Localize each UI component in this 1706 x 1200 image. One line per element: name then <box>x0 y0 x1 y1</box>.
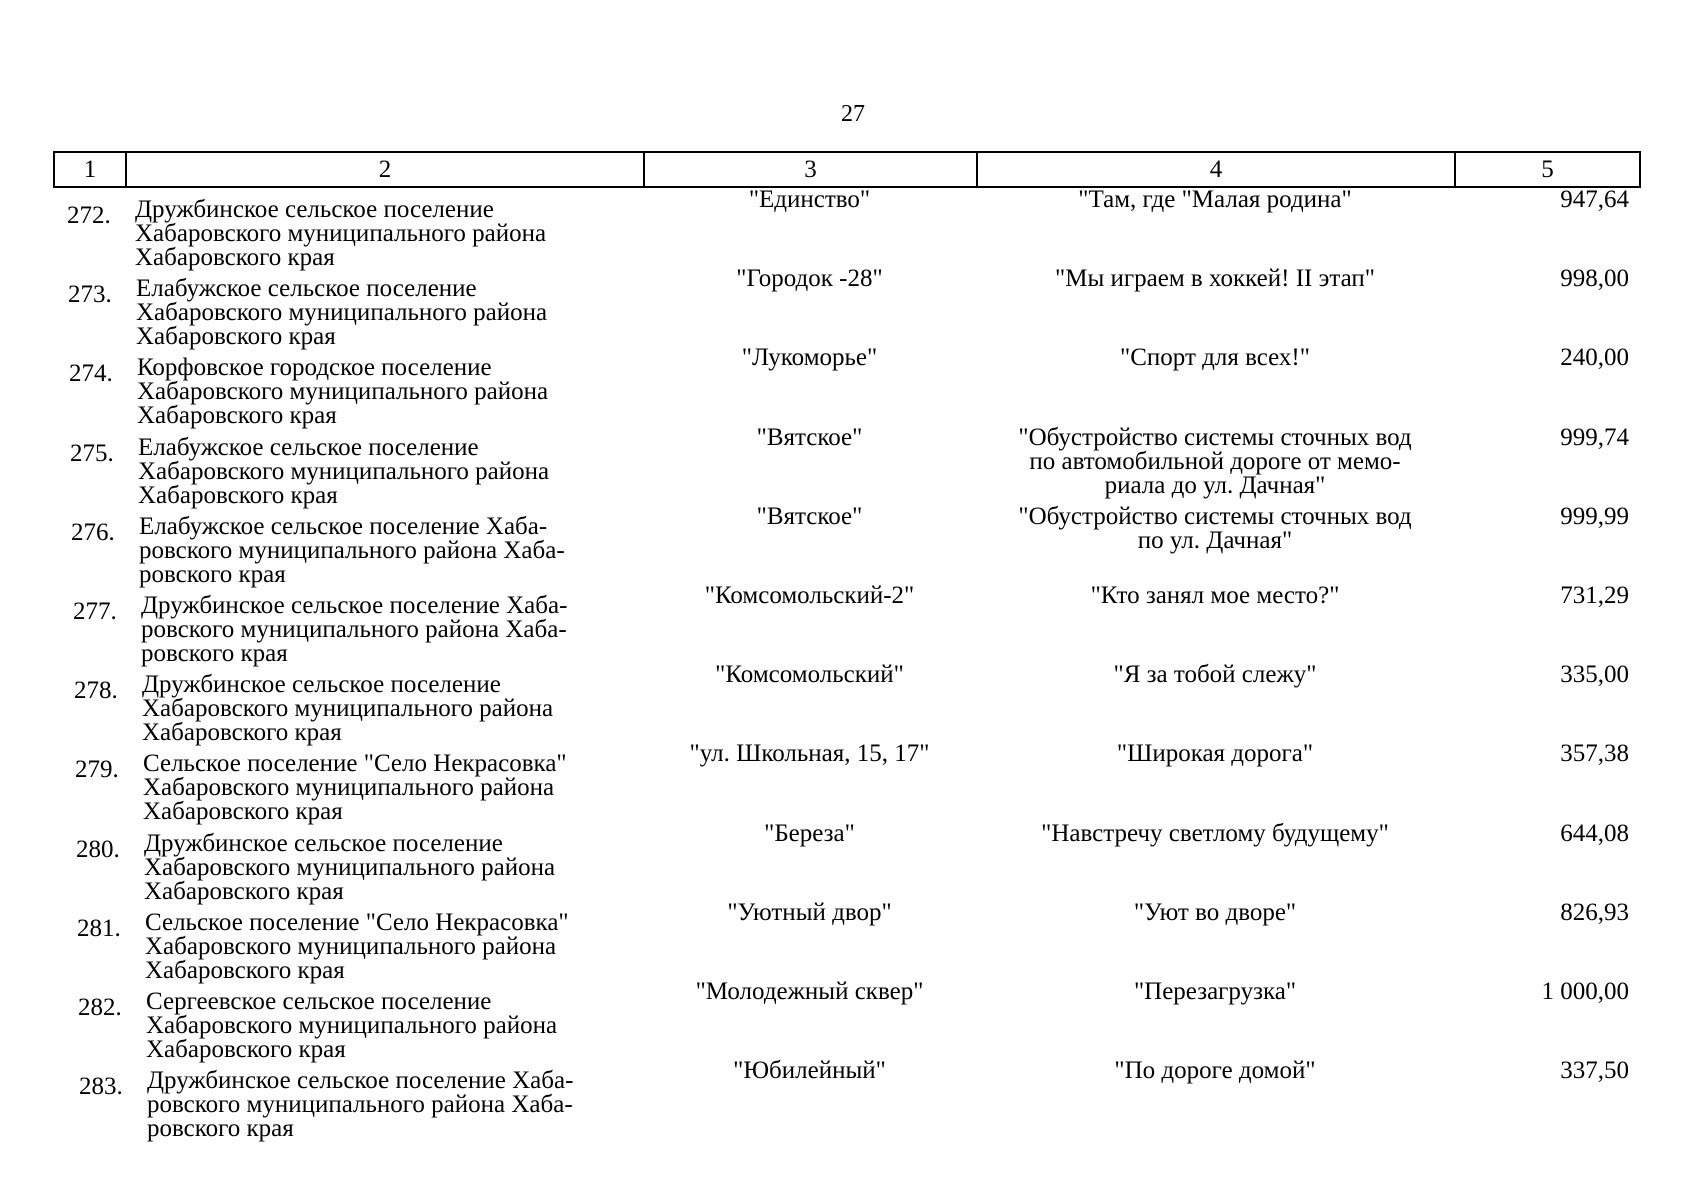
settlement-name-line: Елабужское сельское поселение Хаба- <box>139 512 548 540</box>
settlement-name-line: Сергеевское сельское поселение <box>146 987 492 1015</box>
settlement-name-line: Дружбинское сельское поселение <box>135 196 494 223</box>
project-location: "Комсомольский" <box>715 661 904 689</box>
settlement-name-line: ровского муниципального района Хаба- <box>141 615 567 643</box>
project-title <box>976 188 1454 212</box>
project-location: "Молодежный сквер" <box>695 977 924 1005</box>
settlement-name-line: Хабаровского края <box>145 956 345 984</box>
table-row <box>53 977 1641 1063</box>
settlement-name-line: Дружбинское сельское поселение <box>142 671 501 699</box>
table-row <box>53 1057 1641 1143</box>
row-number: 282. <box>78 993 122 1021</box>
settlement-name-line: Хабаровского края <box>136 323 336 351</box>
settlement-name-line: Хабаровского муниципального района <box>135 220 547 247</box>
settlement-name-line: Хабаровского края <box>137 402 337 430</box>
project-title-line: "Там, где "Малая родина" <box>1078 186 1352 213</box>
amount: 947,64 <box>1560 186 1629 213</box>
settlement-name-line: Хабаровского муниципального района <box>137 378 549 406</box>
settlement-name-line: Хабаровского края <box>143 798 343 826</box>
settlement-name-line: Хабаровского муниципального района <box>146 1011 558 1039</box>
settlement-name-line: Сельское поселение "Село Некрасовка" <box>143 750 567 778</box>
table-row <box>53 344 1641 430</box>
settlement-name-line: ровского края <box>139 560 286 588</box>
settlement-name-line: ровского муниципального района Хаба- <box>147 1091 573 1119</box>
amount: 357,38 <box>1560 740 1629 768</box>
project-title-line: "Кто занял мое место?" <box>1090 581 1340 609</box>
amount: 1 000,00 <box>1541 977 1629 1005</box>
settlement-name <box>138 433 658 509</box>
column-header-4: 4 <box>978 153 1456 187</box>
settlement-name-line: Хабаровского муниципального района <box>143 774 555 802</box>
table-row <box>53 819 1641 905</box>
project-title-line: "Широкая дорога" <box>1116 740 1314 768</box>
amount: 644,08 <box>1560 819 1629 847</box>
settlement-name <box>143 752 663 824</box>
project-location: "Единство" <box>748 186 871 213</box>
project-location: "Уютный двор" <box>727 898 892 926</box>
settlement-name <box>147 1069 667 1141</box>
table-row <box>53 265 1641 351</box>
project-location: "ул. Школьная, 15, 17" <box>689 740 930 768</box>
settlement-name-line: Елабужское сельское поселение <box>136 275 477 303</box>
amount: 337,50 <box>1560 1057 1629 1085</box>
settlement-name <box>137 356 657 428</box>
settlement-name-line: Хабаровского муниципального района <box>144 853 556 881</box>
settlement-name <box>145 908 665 984</box>
project-location: "Юбилейный" <box>733 1057 886 1085</box>
project-title-line: по ул. Дачная" <box>1137 526 1293 554</box>
settlement-name-line: Сельское поселение "Село Некрасовка" <box>145 908 569 936</box>
amount: 999,99 <box>1560 502 1629 530</box>
settlement-name-line: Хабаровского края <box>142 719 342 747</box>
row-number: 279. <box>75 756 119 784</box>
project-title-line: "Перезагрузка" <box>1133 977 1297 1005</box>
settlement-name-line: Хабаровского муниципального района <box>136 299 548 327</box>
amount: 240,00 <box>1560 344 1629 372</box>
project-location: "Береза" <box>764 819 855 847</box>
amount: 826,93 <box>1560 898 1629 926</box>
amount: 998,00 <box>1560 265 1629 293</box>
project-title-line: по автомобильной дороге от мемо- <box>1029 447 1401 475</box>
settlement-name-line: ровского муниципального района Хаба- <box>139 536 565 564</box>
settlement-name <box>135 198 655 270</box>
table-row <box>53 740 1641 826</box>
project-location: "Вятское" <box>756 423 863 451</box>
settlement-name-line: Дружбинское сельское поселение <box>144 829 503 857</box>
project-title <box>976 898 1454 926</box>
settlement-name <box>139 512 659 588</box>
row-number: 277. <box>73 597 117 625</box>
settlement-name-line: Корфовское городское поселение <box>137 354 492 382</box>
project-title <box>976 423 1454 499</box>
row-number: 275. <box>70 439 114 467</box>
settlement-name-line: Хабаровского края <box>135 244 335 271</box>
project-title-line: "Я за тобой слежу" <box>1113 661 1317 689</box>
project-title-line: "Уют во дворе" <box>1133 898 1297 926</box>
amount: 335,00 <box>1560 661 1629 689</box>
settlement-name <box>141 591 661 667</box>
amount: 731,29 <box>1560 581 1629 609</box>
project-title <box>976 819 1454 847</box>
column-header-1: 1 <box>55 153 127 187</box>
settlement-name-line: Елабужское сельское поселение <box>138 433 479 461</box>
project-location: "Городок -28" <box>736 265 883 293</box>
project-title <box>976 1059 1454 1083</box>
table-row <box>53 502 1641 588</box>
project-title <box>976 977 1454 1005</box>
project-title-line: "По дороге домой" <box>1114 1057 1316 1085</box>
settlement-name-line: Хабаровского края <box>144 877 344 905</box>
project-title-line: "Обустройство системы сточных вод <box>1018 502 1412 530</box>
table-row <box>53 423 1641 509</box>
row-number: 280. <box>76 835 120 863</box>
settlement-name <box>144 829 664 905</box>
settlement-name-line: Хабаровского муниципального района <box>142 695 554 723</box>
row-number: 276. <box>71 518 115 546</box>
settlement-name <box>142 673 662 745</box>
table-row <box>53 661 1641 747</box>
page-number: 27 <box>841 101 865 127</box>
project-location: "Лукоморье" <box>741 344 878 372</box>
project-title <box>976 346 1454 370</box>
project-title-line: "Навстречу светлому будущему" <box>1041 819 1389 847</box>
row-number: 278. <box>74 677 118 705</box>
project-title <box>976 267 1454 291</box>
column-header-3: 3 <box>645 153 978 187</box>
project-title <box>976 581 1454 609</box>
settlement-name-line: ровского края <box>147 1115 294 1143</box>
project-title <box>976 663 1454 687</box>
settlement-name-line: Хабаровского края <box>146 1035 346 1063</box>
settlement-name-line: ровского края <box>141 639 288 667</box>
project-location: "Вятское" <box>756 502 863 530</box>
table-row <box>53 186 1641 271</box>
settlement-name <box>136 277 656 349</box>
row-number: 274. <box>69 360 113 388</box>
amount: 999,74 <box>1560 423 1629 451</box>
project-title <box>976 742 1454 766</box>
project-title <box>976 502 1454 554</box>
project-title-line: риала до ул. Дачная" <box>1104 471 1326 499</box>
column-header-5: 5 <box>1541 156 1554 183</box>
row-number: 273. <box>68 281 112 309</box>
table-row <box>53 898 1641 984</box>
settlement-name-line: Хабаровского края <box>138 481 338 509</box>
settlement-name <box>146 987 666 1063</box>
table-header <box>53 151 1641 188</box>
settlement-name-line: Хабаровского муниципального района <box>145 932 557 960</box>
settlement-name-line: Хабаровского муниципального района <box>138 457 550 485</box>
table-body <box>53 186 1641 1143</box>
table-row <box>53 581 1641 667</box>
project-title-line: "Обустройство системы сточных вод <box>1018 423 1412 451</box>
column-header-2: 2 <box>127 153 645 187</box>
row-number: 283. <box>79 1073 123 1101</box>
row-number: 281. <box>77 914 121 942</box>
project-title-line: "Спорт для всех!" <box>1120 344 1310 372</box>
project-title-line: "Мы играем в хоккей! II этап" <box>1055 265 1375 293</box>
row-number: 272. <box>67 202 111 229</box>
settlement-name-line: Дружбинское сельское поселение Хаба- <box>141 591 568 619</box>
settlement-name-line: Дружбинское сельское поселение Хаба- <box>147 1067 574 1095</box>
project-location: "Комсомольский-2" <box>704 581 915 609</box>
